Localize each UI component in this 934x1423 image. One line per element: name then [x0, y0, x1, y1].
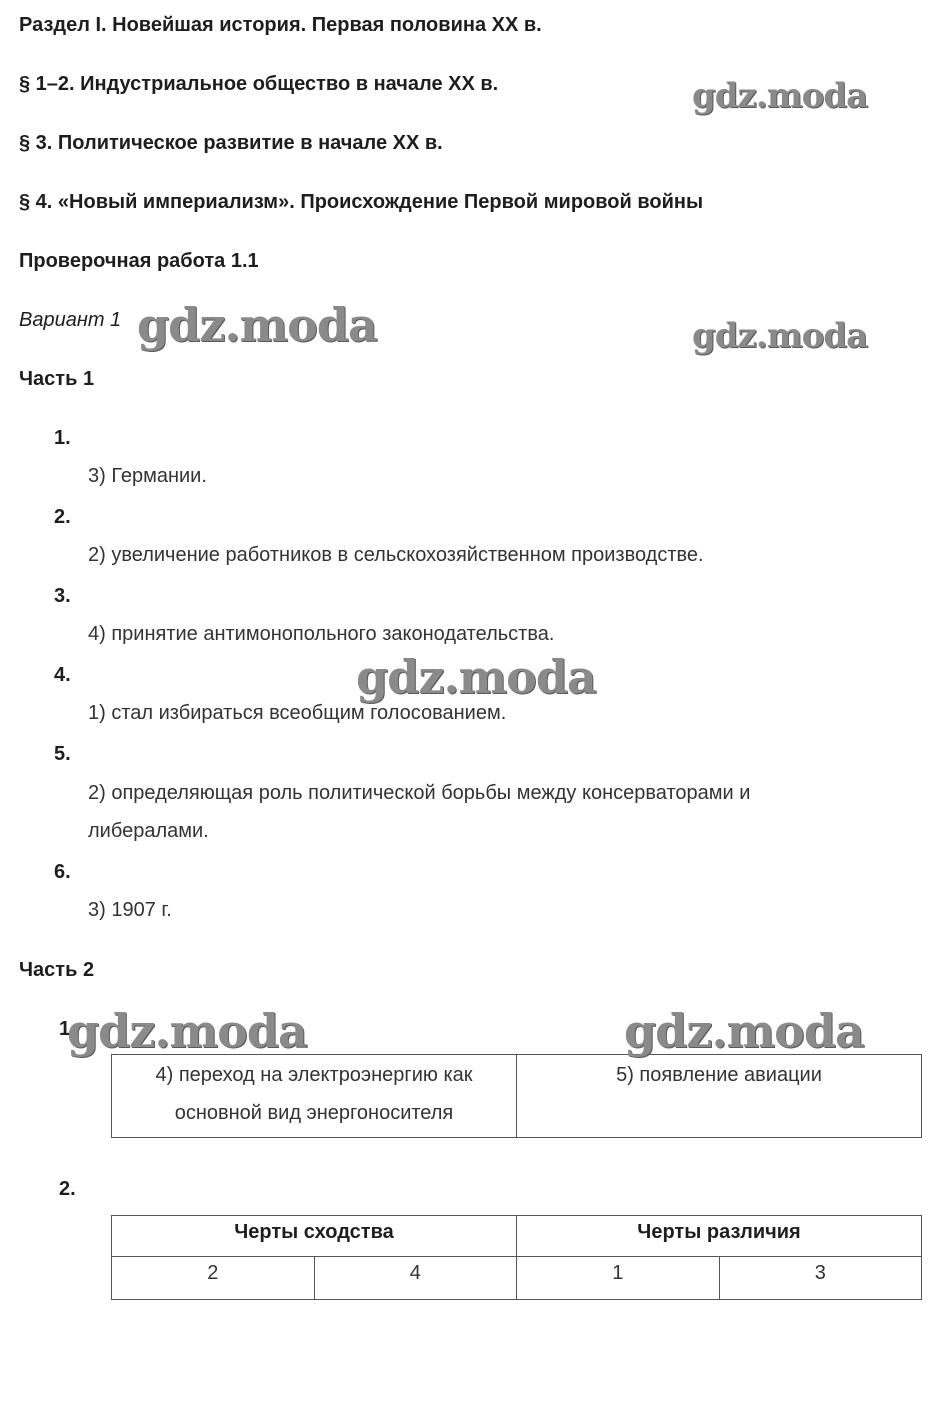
watermark-logo: gdz.moda: [624, 1004, 864, 1058]
part1-title: Часть 1: [19, 368, 95, 390]
test-title: Проверочная работа 1.1: [19, 250, 259, 272]
table1-cell-1-line1: 4) переход на электроэнергию как: [155, 1064, 473, 1086]
table1-cell-2: [517, 1055, 922, 1138]
answer-6: 3) 1907 г.: [88, 899, 172, 921]
answer-5-line2: либералами.: [88, 820, 209, 842]
paragraph-heading-1: § 1–2. Индустриальное общество в начале XX в.: [19, 73, 499, 95]
table1-cell-1-line2: основной вид энергоносителя: [174, 1102, 454, 1124]
question-number-4: 4.: [54, 664, 71, 686]
watermark-logo: gdz.moda: [692, 76, 868, 116]
paragraph-heading-3: § 3. Политическое развитие в начале XX в.: [19, 132, 443, 154]
part2-answer-table-1: [111, 1054, 922, 1138]
answer-2: 2) увеличение работников в сельскохозяйственном производстве.: [88, 544, 704, 566]
answer-4: 1) стал избираться всеобщим голосованием.: [88, 702, 507, 724]
similarities-header: Черты сходства: [112, 1216, 517, 1257]
part2-question-number-1: 1: [59, 1018, 71, 1040]
paragraph-heading-4: § 4. «Новый империализм». Происхождение Первой мировой войны: [19, 191, 704, 213]
answer-5-line1: 2) определяющая роль политической борьбы между консерваторами и: [88, 782, 751, 804]
question-number-2: 2.: [54, 506, 71, 528]
answer-3: 4) принятие антимонопольного законодательства.: [88, 623, 555, 645]
watermark-logo: gdz.moda: [356, 650, 596, 704]
question-number-1: 1.: [54, 427, 71, 449]
answer-1: 3) Германии.: [88, 465, 207, 487]
part2-answer-table-2: [111, 1215, 922, 1300]
variant-label: Вариант 1: [19, 309, 122, 331]
part2-question-number-2: 2.: [59, 1178, 76, 1200]
watermark-logo: gdz.moda: [692, 316, 868, 356]
similarity-value-1: 2: [112, 1257, 315, 1300]
watermark-logo: gdz.moda: [137, 298, 377, 352]
watermark-logo: gdz.moda: [67, 1004, 307, 1058]
table1-cell-1: [112, 1055, 517, 1138]
table1-cell-2-line1: 5) появление авиации: [616, 1064, 822, 1086]
section-title: Раздел I. Новейшая история. Первая половина XX в.: [19, 14, 542, 36]
question-number-6: 6.: [54, 861, 71, 883]
difference-value-2: 3: [719, 1257, 922, 1300]
similarity-value-2: 4: [314, 1257, 517, 1300]
question-number-5: 5.: [54, 743, 71, 765]
differences-header: Черты различия: [517, 1216, 922, 1257]
question-number-3: 3.: [54, 585, 71, 607]
difference-value-1: 1: [517, 1257, 720, 1300]
part2-title: Часть 2: [19, 959, 95, 981]
